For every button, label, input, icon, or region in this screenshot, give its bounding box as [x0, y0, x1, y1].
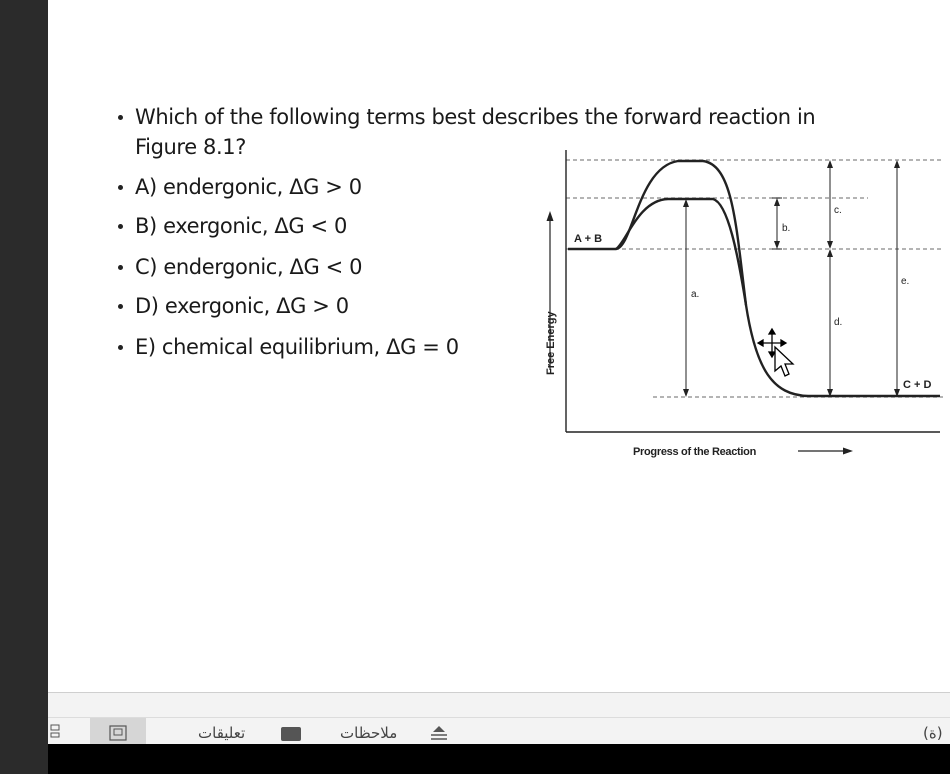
taskbar-strip	[48, 744, 950, 774]
bullet-dot	[118, 185, 123, 190]
arrow-a	[683, 199, 689, 397]
status-bar	[48, 692, 950, 745]
axes	[566, 150, 940, 432]
products-label: C + D	[903, 379, 932, 391]
notes-toggle-icon[interactable]	[430, 725, 448, 741]
arrow-c-label: c.	[834, 205, 842, 216]
arrow-b-label: b.	[782, 223, 791, 234]
notes-button[interactable]: ملاحظات	[340, 724, 398, 742]
zoom-partial-label[interactable]: (ة)	[923, 724, 943, 742]
option-b-text: B) exergonic, ΔG < 0	[135, 214, 347, 238]
slide-canvas	[48, 0, 950, 692]
option-c-text: C) endergonic, ΔG < 0	[135, 255, 363, 279]
bullet-dot	[118, 265, 123, 270]
uncatalyzed-curve	[568, 161, 940, 396]
arrow-d-label: d.	[834, 317, 843, 328]
question-text-2: Figure 8.1?	[135, 135, 246, 159]
arrow-a-label: a.	[691, 289, 700, 300]
option-e-text: E) chemical equilibrium, ΔG = 0	[135, 335, 459, 359]
option-a-text: A) endergonic, ΔG > 0	[135, 175, 362, 199]
reading-view-icon[interactable]	[50, 723, 60, 737]
arrow-cursor-icon	[775, 347, 793, 376]
x-axis-label: Progress of the Reaction	[633, 446, 756, 458]
arrow-e	[894, 160, 900, 397]
arrow-b	[772, 198, 782, 249]
y-axis-label: Free Energy	[545, 311, 557, 375]
bullet-dot	[118, 345, 123, 350]
arrow-c	[827, 160, 833, 249]
bullet-dot	[118, 304, 123, 309]
arrow-d	[827, 249, 833, 397]
x-axis-arrow	[798, 448, 853, 455]
bullet-dot	[118, 115, 123, 120]
normal-view-button[interactable]	[90, 718, 146, 745]
dashed-guides	[566, 160, 943, 397]
left-rail	[0, 0, 48, 774]
normal-view-icon	[90, 718, 146, 745]
bullet-dot	[118, 224, 123, 229]
question-text-1: Which of the following terms best describes the forward reaction in	[135, 105, 816, 129]
comments-button[interactable]: تعليقات	[198, 724, 246, 742]
status-divider	[48, 717, 950, 718]
energy-diagram-figure	[488, 145, 948, 465]
reactants-label: A + B	[574, 233, 603, 245]
arrow-e-label: e.	[901, 276, 910, 287]
comment-icon[interactable]	[281, 726, 301, 740]
option-d-text: D) exergonic, ΔG > 0	[135, 294, 349, 318]
